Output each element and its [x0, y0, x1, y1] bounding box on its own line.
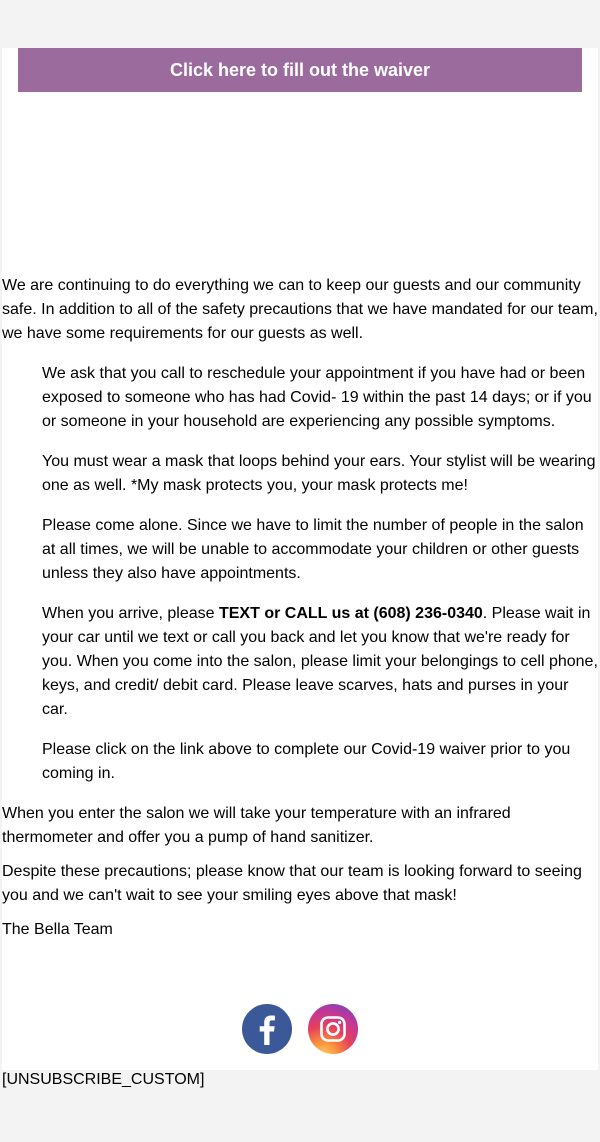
facebook-icon[interactable] [242, 1004, 292, 1054]
requirement-waiver: Please click on the link above to complete our Covid-19 waiver prior to you coming in. [42, 741, 571, 782]
requirement-come-alone: Please come alone. Since we have to limit the number of people in the salon at all times, we will be unable to accommodate your children or other guests unless they also have appointments. [42, 517, 584, 582]
arrival-suffix: . Please wait in your car until we text or call you back and let you know that we're ready for you. When you come into the salon, please limit your belongings to cell phone, keys, and credit/ debit card. Please leave scarves, hats and purses in your car. [42, 605, 598, 718]
intro-paragraph: We are continuing to do everything we can to keep our guests and our community safe. In addition to all of the safety precautions that we have mandated for our team, we have some requirements for our guests as well. [2, 277, 598, 342]
requirement-covid-exposure: We ask that you call to reschedule your appointment if you have had or been exposed to someone who has had Covid- 19 within the past 14 days; or if you or someone in your household are experiencing any possible symptoms. [42, 365, 592, 430]
signature: The Bella Team [2, 921, 113, 938]
social-links [242, 1004, 358, 1054]
closing-paragraph: Despite these precautions; please know that our team is looking forward to seeing you and we can't wait to see your smiling eyes above that mask! [2, 863, 582, 904]
unsubscribe-link[interactable]: [UNSUBSCRIBE_CUSTOM] [2, 1071, 205, 1088]
fill-waiver-button[interactable]: Click here to fill out the waiver [18, 48, 582, 92]
arrival-phone-instruction: TEXT or CALL us at (608) 236-0340 [218, 605, 483, 622]
temperature-paragraph: When you enter the salon we will take your temperature with an infrared thermometer and offer you a pump of hand sanitizer. [2, 805, 511, 846]
requirement-mask: You must wear a mask that loops behind your ears. Your stylist will be wearing one as well. *My mask protects you, your mask protects me! [42, 453, 596, 494]
email-body [2, 274, 598, 952]
instagram-icon[interactable] [308, 1004, 358, 1054]
requirement-arrival [42, 602, 598, 722]
arrival-prefix: When you arrive, please [42, 605, 219, 622]
